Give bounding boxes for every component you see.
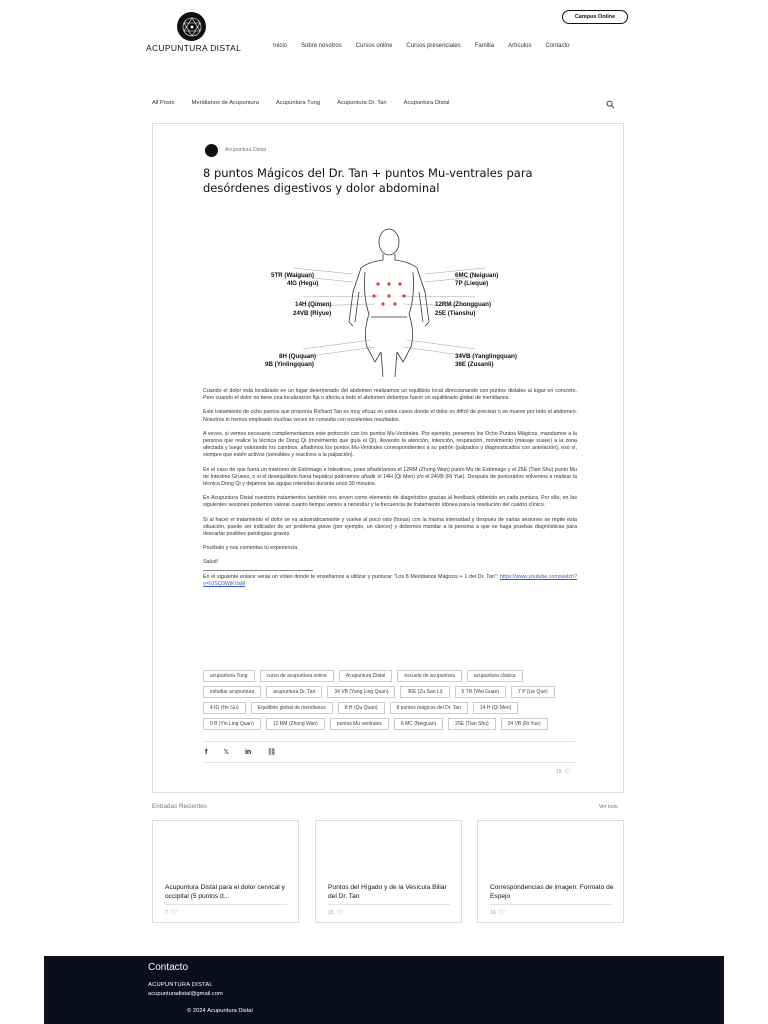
tag[interactable]: Acupuntura Distal (339, 670, 392, 682)
category-bar (152, 100, 466, 106)
facebook-icon[interactable]: f (205, 748, 208, 756)
tag[interactable]: 36E (Zu San Li) (400, 686, 449, 698)
heart-icon[interactable]: ♡ (564, 769, 571, 776)
nav-familia[interactable]: Familia (474, 43, 495, 49)
category-meridianos[interactable]: Meridianos de Acupuntura (191, 100, 259, 106)
heart-icon[interactable]: ♡ (498, 910, 505, 917)
recent-post-likes[interactable] (490, 909, 505, 917)
author-name[interactable]: Acupuntura Distal (225, 147, 266, 153)
x-icon[interactable]: 𝕏 (223, 749, 229, 756)
recent-post-divider (165, 904, 287, 905)
nav-cursos-presenciales[interactable]: Cursos presenciales (406, 43, 461, 49)
acupuncture-figure (203, 222, 575, 382)
footer-copyright: © 2024 Acupuntura Distal (187, 1008, 253, 1014)
recent-post-divider (328, 904, 450, 905)
tag[interactable]: 25E (Tian Shu) (448, 718, 495, 730)
label-12rm: 12RM (Zhongguan) (435, 301, 492, 308)
tag[interactable]: 12 RM (Zhong Wan) (266, 718, 325, 730)
tag[interactable]: curso de acupuntura online (260, 670, 334, 682)
footer-brand-name: ACUPUNTURA DISTAL (148, 982, 213, 988)
tag[interactable]: escuela de acupuntura (397, 670, 462, 682)
label-5tr: 5TR (Waiguan) (271, 272, 315, 279)
share-divider-bottom (203, 762, 575, 763)
search-icon[interactable] (606, 100, 615, 109)
category-all-posts[interactable]: All Posts (152, 100, 175, 106)
category-tung[interactable]: Acupuntura Tung (275, 100, 321, 106)
recent-post-likes[interactable] (328, 909, 343, 917)
linkedin-icon[interactable]: in (244, 748, 252, 756)
tag[interactable]: 9 B (Yin Ling Quan) (203, 718, 261, 730)
video-text: En el siguiente enlace verás un vídeo donde te enseñamos a utilizar y punturar "Los 8 Meridianos Mágicos + 1 del Dr. Tan": (203, 573, 499, 580)
share-bar (205, 748, 276, 756)
label-24vb: 24VB (Riyue) (293, 310, 332, 317)
label-25e: 25E (Tianshu) (435, 310, 476, 317)
tag[interactable]: 8 puntos mágicos del Dr. Tan (390, 702, 468, 714)
body-outline-illustration (203, 222, 575, 382)
share-divider-top (203, 741, 575, 742)
label-8h: 8H (Ququan) (279, 353, 317, 360)
author-avatar[interactable] (205, 144, 218, 157)
tag[interactable]: 4 IG (He Gu) (203, 702, 246, 714)
recent-post-like-count: 16 (490, 910, 496, 916)
nav-contacto[interactable]: Contacto (545, 43, 570, 49)
recent-post-title[interactable]: Correspondencias de imagen: Formato de Espejo (490, 884, 614, 900)
category-distal[interactable]: Acupuntura Distal (403, 100, 450, 106)
label-14h: 14H (Qimen) (295, 301, 332, 308)
footer-contact-title: Contacto (148, 962, 189, 973)
recent-post-divider (490, 904, 612, 905)
label-4ig: 4IG (Hegu) (287, 280, 319, 287)
article-card (152, 123, 624, 793)
campus-online-button[interactable]: Campus Online (562, 10, 628, 24)
logo-icon[interactable] (177, 12, 206, 41)
tag[interactable]: 6 MC (Neiguan) (394, 718, 443, 730)
post-title: 8 puntos Mágicos del Dr. Tan + puntos Mu-ventrales para desórdenes digestivos y dolor abdominal (203, 166, 533, 195)
tag[interactable]: Equilibrio global de meridianos (251, 702, 333, 714)
category-dr-tan[interactable]: Acupuntura Dr. Tan (337, 100, 387, 106)
recent-post-card[interactable] (315, 820, 462, 923)
tag[interactable]: puntos Mu ventrales (330, 718, 389, 730)
like-count: 19 (556, 769, 562, 775)
nav-articulos[interactable]: Artículos (508, 43, 532, 49)
recent-post-title[interactable]: Puntos del Hígado y de la Vesícula Biliar del Dr. Tan (328, 884, 447, 900)
tag[interactable]: 24 VB (Ri Yue) (501, 718, 548, 730)
footer (44, 956, 724, 1024)
tag[interactable]: 8 H (Qu Quan) (338, 702, 385, 714)
see-all-link[interactable]: Ver todo (599, 804, 618, 810)
recent-post-like-count: 7 (165, 910, 168, 916)
separator-line (203, 570, 313, 571)
label-34vb: 34VB (Yanglingquan) (455, 353, 517, 360)
paragraph-6: Si al hacer el tratamiento el dolor se va automáticamente y vuelve al poco rato (horas) con la misma intensidad y después de varias sesiones se repite esta situación, puede ser indicador de un problema grave (por ejemplo, un cáncer) y debemos mandar a la persona a que se haga pruebas diagnósticas para descartar posibles patologías graves. (203, 516, 577, 538)
label-36e: 36E (Zusanli) (455, 361, 494, 368)
recent-post-likes[interactable] (165, 909, 177, 917)
like-counter[interactable] (556, 768, 571, 776)
paragraph-3: A veces, si vemos necesario complementamos este protocolo con los puntos Mu-Ventrales. Por ejemplo, ponemos los Ocho Puntos Mágicos, mandamos a la persona que realice la técnica de Dong Qi (movimiento que guía el Qi), llevando la atención, intención, respiración, movimiento (masaje suave) a la zona afectada y luego valorando los cambios, añadimos los puntos Mu-Ventrales correspondientes a su patrón (palpados y diagnosticados con antelación), eso sí, siempre que estén activos (sensibles y reactivos a la palpación). (203, 430, 577, 459)
tag[interactable]: acupuntura Dr. Tan (266, 686, 322, 698)
paragraph-5: En Acupuntura Distal nuestros tratamientos también nos sirven como elemento de diagnóstico gracias al feedback obtenido en cada puntura. Por ello, en las siguientes sesiones podemos valorar cuanto tiempo vamos a necesitar y la frecuencia de tratamiento idónea para la resolución del cuadro clínico. (203, 495, 577, 509)
label-6mc: 6MC (Neiguan) (455, 272, 499, 279)
tag-list (203, 670, 577, 730)
top-nav (273, 43, 583, 49)
nav-inicio[interactable]: Inicio (273, 43, 288, 49)
paragraph-8: Salud! (203, 559, 219, 566)
paragraph-7: Pruébalo y nos comentas tu experiencia. (203, 545, 299, 552)
acupoint-dots (372, 282, 405, 305)
video-link[interactable]: https://www.youtube.com/watch?v=0JSQ3WjKVaM (203, 573, 577, 587)
recent-post-card[interactable] (152, 820, 299, 923)
heart-icon[interactable]: ♡ (170, 910, 178, 917)
recent-post-title[interactable]: Acupuntura Distal para el dolor cervical y occipital (5 puntos d... (165, 884, 285, 900)
paragraph-1: Cuando el dolor está localizado en un lugar determinado del abdomen realizamos un equilibrio local direccionando con puntos distales al lugar en concreto. Pero cuando el dolor no tiene una localización fija o afecta a todo el abdomen debemos hacer un equilibrado global de meridianos. (203, 388, 577, 402)
recent-post-card[interactable] (477, 820, 624, 923)
heart-icon[interactable]: ♡ (336, 910, 343, 917)
paragraph-4: En el caso de que fuera un trastorno de Estómago e Intestinos, pues añadiríamos el 12RM (Zhong Wan) punto Mu de Estómago y el 25E (Tian Shu) punto Mu de Intestino Grueso, o si el desequilibrio fuera hepático podríamos añadir el 14H (Qi Men) y/o el 24VB (Ri Yue). Después de punturarlos volvemos a realizar la técnica Dong Qi y dejamos las agujas retenidas durante unos 30 minutos. (203, 466, 577, 488)
nav-sobre-nosotros[interactable]: Sobre nosotros (301, 43, 342, 49)
post-body (203, 388, 577, 595)
paragraph-2: Este tratamiento de ocho puntos que proponía Richard Tan es muy eficaz en estos casos donde el dolor es difícil de precisar o se mueve por todo el abdomen. Nosotros lo hemos empleado muchas veces en consulta con excelentes resultados. (203, 409, 577, 423)
tag[interactable]: estudiar acupuntura (203, 686, 261, 698)
link-icon[interactable]: ⛓ (267, 749, 277, 756)
recent-post-like-count: 15 (328, 910, 334, 916)
label-9b: 9B (Yinlingquan) (265, 361, 314, 368)
label-7p: 7P (Lieque) (455, 280, 489, 287)
tag[interactable]: 34 VB (Yang Ling Quan) (327, 686, 395, 698)
tag[interactable]: 5 TR (Wai Guan) (455, 686, 507, 698)
logo-text[interactable]: ACUPUNTURA DISTAL (146, 43, 242, 53)
nav-cursos-online[interactable]: Cursos online (355, 43, 393, 49)
video-paragraph (203, 574, 577, 588)
tag[interactable]: acupuntura clásica (467, 670, 523, 682)
footer-email[interactable]: acupunturadistal@gmail.com (148, 991, 223, 997)
tag[interactable]: 14 H (Qi Men) (473, 702, 518, 714)
tag[interactable]: acupuntura Tung (203, 670, 255, 682)
tag[interactable]: 7 P (Lie Que) (511, 686, 555, 698)
recent-posts-title: Entradas Recientes (152, 803, 207, 810)
